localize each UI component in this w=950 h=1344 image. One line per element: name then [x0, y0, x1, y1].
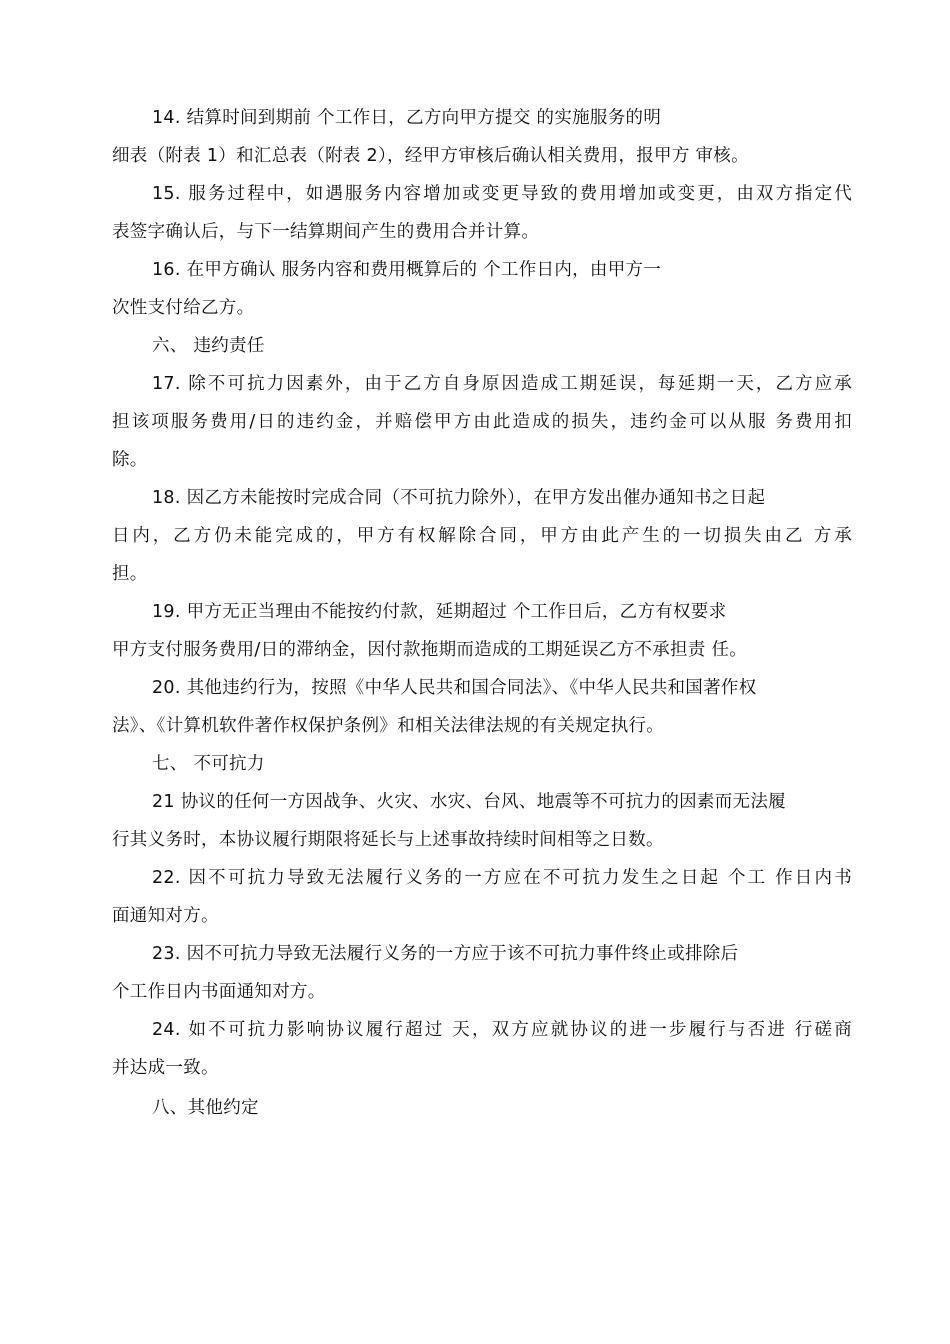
clause-15-line-2: 表签字确认后，与下一结算期间产生的费用合并计算。 [112, 222, 540, 242]
clause-21-line-1: 21 协议的任何一方因战争、火灾、水灾、台风、地震等不可抗力的因素而无法履 [152, 792, 786, 812]
clause-20-line-1: 20. 其他违约行为，按照《中华人民共和国合同法》、《中华人民共和国著作权 [152, 678, 757, 698]
clause-24-line-1: 24. 如不可抗力影响协议履行超过 天，双方应就协议的进一步履行与否进 行磋商 [152, 1020, 852, 1040]
clause-14-line-2: 细表（附表 1）和汇总表（附表 2），经甲方审核后确认相关费用，报甲方 审核。 [112, 146, 749, 166]
clause-23-line-2: 个工作日内书面通知对方。 [112, 982, 326, 1002]
clause-18-line-3: 担。 [112, 564, 148, 584]
clause-17-line-1: 17. 除不可抗力因素外，由于乙方自身原因造成工期延误，每延期一天，乙方应承 [152, 374, 852, 394]
clause-16-line-2: 次性支付给乙方。 [112, 298, 255, 318]
clause-22-line-2: 面通知对方。 [112, 906, 219, 926]
clause-19-line-2: 甲方支付服务费用/日的滞纳金，因付款拖期而造成的工期延误乙方不承担责 任。 [112, 640, 748, 660]
clause-14-line-1: 14. 结算时间到期前 个工作日，乙方向甲方提交 的实施服务的明 [152, 108, 662, 128]
clause-17-line-3: 除。 [112, 450, 148, 470]
section-8-heading: 八、其他约定 [152, 1098, 259, 1118]
clause-20-line-2: 法》、《计算机软件著作权保护条例》和相关法律法规的有关规定执行。 [112, 716, 665, 736]
clause-21-line-2: 行其义务时，本协议履行期限将延长与上述事故持续时间相等之日数。 [112, 830, 664, 850]
clause-19-line-1: 19. 甲方无正当理由不能按约付款，延期超过 个工作日后，乙方有权要求 [152, 602, 727, 622]
section-7-heading: 七、 不可抗力 [152, 754, 265, 774]
clause-23-line-1: 23. 因不可抗力导致无法履行义务的一方应于该不可抗力事件终止或排除后 [152, 944, 739, 964]
clause-18-line-2: 日内，乙方仍未能完成的，甲方有权解除合同，甲方由此产生的一切损失由乙 方承 [112, 526, 852, 546]
clause-24-line-2: 并达成一致。 [112, 1058, 219, 1078]
clause-18-line-1: 18. 因乙方未能按时完成合同（不可抗力除外），在甲方发出催办通知书之日起 [152, 488, 766, 508]
section-6-heading: 六、 违约责任 [152, 336, 265, 356]
clause-16-line-1: 16. 在甲方确认 服务内容和费用概算后的 个工作日内，由甲方一 [152, 260, 662, 280]
clause-17-line-2: 担该项服务费用/日的违约金，并赔偿甲方由此造成的损失，违约金可以从服 务费用扣 [112, 412, 852, 432]
clause-15-line-1: 15. 服务过程中，如遇服务内容增加或变更导致的费用增加或变更，由双方指定代 [152, 184, 852, 204]
clause-22-line-1: 22. 因不可抗力导致无法履行义务的一方应在不可抗力发生之日起 个工 作日内书 [152, 868, 852, 888]
